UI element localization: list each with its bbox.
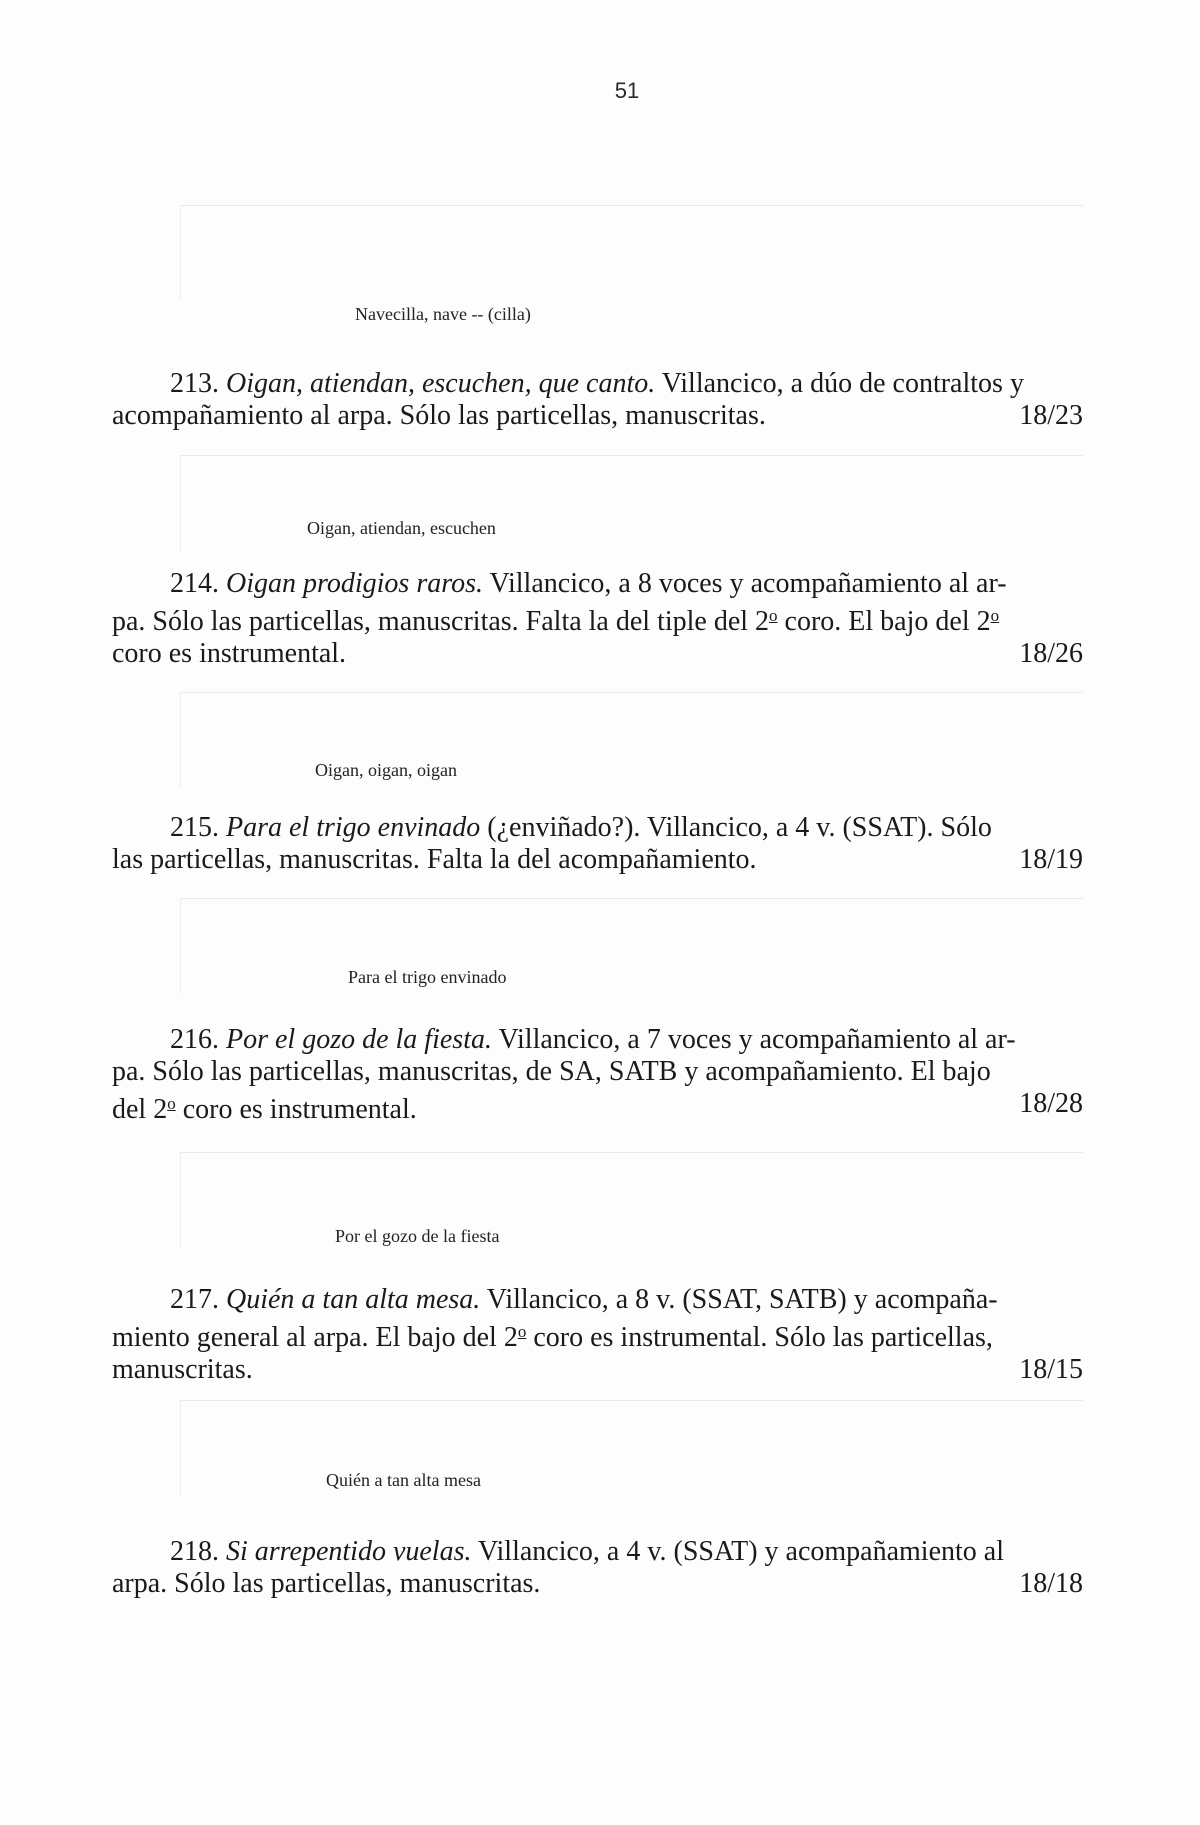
catalog-entry-217 [112,1284,1124,1386]
entry-line [112,568,1124,600]
entry-number: 215. [170,812,219,843]
entry-number: 217. [170,1284,219,1315]
ordinal-mark: o [990,606,1000,625]
entry-reference: 18/18 [1019,1568,1083,1599]
entry-line [112,844,1097,876]
entry-number: 213. [170,368,219,399]
entry-number: 214. [170,568,219,599]
entry-description: (¿enviñado?). Villancico, a 4 v. (SSAT). Sólo [480,812,992,843]
music-incipit-frame [180,898,1083,994]
entry-description: las particellas, manuscritas. Falta la del acompañamiento. [112,844,757,875]
ordinal-mark: o [517,1322,527,1341]
catalog-entry-213 [112,368,1124,432]
entry-description: del 2 [112,1094,168,1125]
entry-reference: 18/19 [1019,844,1083,875]
entry-description: pa. Sólo las particellas, manuscritas. Falta la del tiple del 2 [112,606,770,637]
entry-line [112,1316,1124,1354]
music-incipit-frame [180,1400,1083,1496]
entry-title: Oigan prodigios raros. [226,568,483,599]
entry-line [112,1088,1097,1126]
entry-title: Oigan, atiendan, escuchen, que canto. [226,368,656,399]
entry-description: miento general al arpa. El bajo del 2 [112,1322,518,1353]
entry-description: coro. El bajo del 2 [777,606,991,637]
catalog-entry-216 [112,1024,1124,1126]
incipit-214: Oigan, oigan, oigan [315,760,457,780]
entry-description: Villancico, a dúo de contraltos y [655,368,1024,399]
entry-line [112,1568,1097,1600]
entry-title: Quién a tan alta mesa. [226,1284,481,1315]
catalog-entry-218 [112,1536,1124,1600]
entry-line [112,400,1097,432]
entry-number: 218. [170,1536,219,1567]
page-number: 51 [614,78,640,103]
entry-line [112,1354,1097,1386]
entry-line [112,1284,1124,1316]
entry-description: coro es instrumental. Sólo las particellas, [526,1322,993,1353]
entry-reference: 18/28 [1019,1088,1083,1119]
entry-description: acompañamiento al arpa. Sólo las particellas, manuscritas. [112,400,766,431]
entry-line [112,1024,1124,1056]
incipit-217: Quién a tan alta mesa [326,1470,481,1490]
entry-line [112,600,1124,638]
entry-title: Por el gozo de la fiesta. [226,1024,492,1055]
entry-line [112,368,1124,400]
entry-title: Para el trigo envinado [226,812,481,843]
catalog-entry-215 [112,812,1124,876]
entry-description: pa. Sólo las particellas, manuscritas, de SA, SATB y acompañamiento. El bajo [112,1056,991,1087]
catalog-entry-214 [112,568,1124,670]
incipit-navecilla: Navecilla, nave -- (cilla) [355,304,531,324]
music-incipit-frame [180,1152,1083,1248]
entry-reference: 18/26 [1019,638,1083,669]
entry-line [112,1536,1124,1568]
entry-line [112,1056,1124,1088]
entry-description: coro es instrumental. [112,638,347,669]
entry-description: Villancico, a 8 v. (SSAT, SATB) y acompaña- [480,1284,998,1315]
incipit-215: Para el trigo envinado [348,967,507,987]
entry-line [112,812,1124,844]
entry-reference: 18/15 [1019,1354,1083,1385]
entry-description: Villancico, a 4 v. (SSAT) y acompañamiento al [471,1536,1005,1567]
entry-description: Villancico, a 7 voces y acompañamiento al ar- [491,1024,1016,1055]
entry-reference: 18/23 [1019,400,1083,431]
entry-title: Si arrepentido vuelas. [226,1536,472,1567]
incipit-216: Por el gozo de la fiesta [335,1226,500,1246]
ordinal-mark: o [769,606,778,625]
incipit-213: Oigan, atiendan, escuchen [307,518,496,538]
ordinal-mark: o [167,1094,176,1113]
entry-description: coro es instrumental. [175,1094,417,1125]
entry-description: arpa. Sólo las particellas, manuscritas. [112,1568,541,1599]
music-incipit-frame [180,205,1083,301]
entry-description: manuscritas. [112,1354,253,1385]
entry-description: Villancico, a 8 voces y acompañamiento al ar- [482,568,1007,599]
entry-line [112,638,1097,670]
entry-number: 216. [170,1024,219,1055]
